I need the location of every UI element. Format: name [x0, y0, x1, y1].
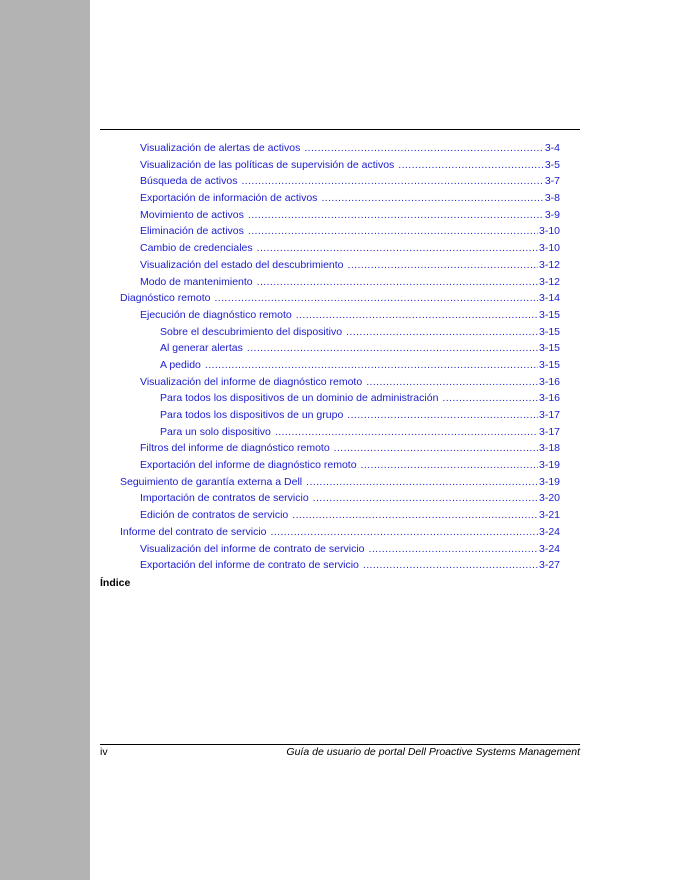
- toc-entry-page[interactable]: 3-15: [538, 342, 560, 355]
- toc-entry[interactable]: [100, 207, 560, 224]
- toc-entry-page[interactable]: 3-19: [538, 475, 560, 488]
- toc-entry[interactable]: [100, 340, 560, 357]
- toc-dot-leader: [363, 557, 538, 574]
- toc-entry-label[interactable]: Visualización del informe de contrato de servicio: [140, 542, 365, 555]
- toc-entry-label[interactable]: Cambio de credenciales: [140, 242, 253, 255]
- toc-entry[interactable]: [100, 223, 560, 240]
- toc-dot-leader: [214, 290, 538, 307]
- toc-entry[interactable]: [100, 390, 560, 407]
- toc-dot-leader: [248, 207, 544, 224]
- toc-entry[interactable]: [100, 457, 560, 474]
- toc-entry-page[interactable]: 3-19: [538, 459, 560, 472]
- toc-dot-leader: [257, 240, 538, 257]
- toc-entry-label[interactable]: Sobre el descubrimiento del dispositivo: [160, 325, 343, 338]
- toc-entry-label[interactable]: Modo de mantenimiento: [140, 275, 253, 288]
- toc-dot-leader: [398, 157, 544, 174]
- page-side-band: [0, 0, 90, 880]
- header-rule: [100, 129, 580, 130]
- toc-entry[interactable]: [100, 324, 560, 341]
- toc-entry[interactable]: [100, 157, 560, 174]
- toc-entry[interactable]: [100, 290, 560, 307]
- toc-dot-leader: [292, 507, 538, 524]
- toc-entry-page[interactable]: 3-12: [538, 275, 560, 288]
- toc-entry-page[interactable]: 3-17: [538, 409, 560, 421]
- toc-entry-label[interactable]: Para todos los dispositivos de un dominio de administración: [160, 392, 439, 405]
- toc-dot-leader: [205, 357, 538, 374]
- table-of-contents: [100, 140, 560, 592]
- toc-entry-page[interactable]: 3-16: [538, 392, 560, 405]
- toc-section-heading: Índice: [100, 576, 131, 589]
- toc-entry[interactable]: [100, 240, 560, 257]
- toc-entry-label[interactable]: Exportación del informe de contrato de servicio: [140, 559, 359, 572]
- toc-entry-label[interactable]: Visualización del informe de diagnóstico remoto: [140, 375, 363, 388]
- toc-entry[interactable]: [100, 474, 560, 491]
- toc-dot-leader: [248, 223, 538, 240]
- toc-dot-leader: [306, 474, 538, 491]
- toc-dot-leader: [347, 407, 538, 424]
- toc-entry-label[interactable]: Búsqueda de activos: [140, 175, 238, 188]
- toc-entry-page[interactable]: 3-8: [544, 192, 560, 205]
- toc-entry[interactable]: [100, 173, 560, 190]
- toc-entry-label[interactable]: Informe del contrato de servicio: [120, 525, 267, 538]
- toc-entry-page[interactable]: 3-9: [544, 208, 560, 221]
- toc-dot-leader: [361, 457, 538, 474]
- toc-dot-leader: [296, 307, 538, 324]
- toc-entry-label[interactable]: Para un solo dispositivo: [160, 425, 271, 438]
- toc-entry-page[interactable]: 3-18: [538, 442, 560, 455]
- toc-entry[interactable]: [100, 507, 560, 524]
- toc-entry[interactable]: [100, 541, 560, 558]
- toc-entry-label[interactable]: Visualización del estado del descubrimiento: [140, 258, 344, 271]
- toc-entry-label[interactable]: Al generar alertas: [160, 342, 243, 355]
- toc-dot-leader: [257, 274, 538, 291]
- toc-dot-leader: [271, 524, 538, 541]
- toc-dot-leader: [366, 374, 538, 391]
- toc-entries: [100, 140, 560, 574]
- toc-entry[interactable]: [100, 374, 560, 391]
- toc-entry-page[interactable]: 3-15: [538, 325, 560, 338]
- toc-entry-label[interactable]: Edición de contratos de servicio: [140, 509, 289, 522]
- toc-entry-page[interactable]: 3-10: [538, 225, 560, 238]
- toc-entry-label[interactable]: Diagnóstico remoto: [120, 292, 211, 305]
- toc-entry-page[interactable]: 3-10: [538, 242, 560, 255]
- toc-entry[interactable]: [100, 190, 560, 207]
- toc-entry-page[interactable]: 3-24: [538, 542, 560, 555]
- toc-entry-label[interactable]: Para todos los dispositivos de un grupo: [160, 409, 344, 421]
- toc-entry-label[interactable]: Exportación del informe de diagnóstico remoto: [140, 459, 357, 472]
- toc-entry-page[interactable]: 3-27: [538, 559, 560, 572]
- toc-entry[interactable]: [100, 257, 560, 274]
- toc-entry-label[interactable]: Visualización de alertas de activos: [140, 142, 301, 154]
- toc-entry-page[interactable]: 3-14: [538, 292, 560, 305]
- toc-dot-leader: [275, 424, 538, 441]
- toc-entry-page[interactable]: 3-17: [538, 425, 560, 438]
- toc-dot-leader: [321, 190, 543, 207]
- toc-entry-page[interactable]: 3-24: [538, 525, 560, 538]
- toc-dot-leader: [304, 140, 543, 157]
- toc-entry-page[interactable]: 3-15: [538, 358, 560, 371]
- toc-dot-leader: [247, 340, 538, 357]
- toc-entry-page[interactable]: 3-5: [544, 158, 560, 171]
- toc-entry-page[interactable]: 3-20: [538, 492, 560, 505]
- toc-entry[interactable]: [100, 524, 560, 541]
- toc-entry-label[interactable]: Visualización de las políticas de supervisión de activos: [140, 158, 395, 171]
- toc-dot-leader: [346, 324, 538, 341]
- toc-entry[interactable]: [100, 557, 560, 574]
- footer-document-title: Guía de usuario de portal Dell Proactive Systems Management: [286, 746, 580, 758]
- toc-entry[interactable]: [100, 307, 560, 324]
- toc-dot-leader: [348, 257, 538, 274]
- toc-entry-label[interactable]: Exportación de información de activos: [140, 192, 318, 205]
- toc-entry[interactable]: [100, 274, 560, 291]
- toc-entry[interactable]: [100, 490, 560, 507]
- toc-entry[interactable]: [100, 407, 560, 424]
- toc-entry-page[interactable]: 3-4: [544, 142, 560, 154]
- toc-entry-page[interactable]: 3-12: [538, 258, 560, 271]
- toc-entry-label[interactable]: Seguimiento de garantía externa a Dell: [120, 475, 303, 488]
- toc-entry-page[interactable]: 3-7: [544, 175, 560, 188]
- toc-entry[interactable]: [100, 424, 560, 441]
- toc-dot-leader: [313, 490, 538, 507]
- toc-dot-leader: [334, 440, 538, 457]
- toc-entry[interactable]: [100, 440, 560, 457]
- toc-dot-leader: [241, 173, 543, 190]
- toc-dot-leader: [369, 541, 538, 558]
- toc-entry-label[interactable]: Ejecución de diagnóstico remoto: [140, 308, 292, 321]
- toc-entry-page[interactable]: 3-15: [538, 308, 560, 321]
- toc-entry-label[interactable]: Importación de contratos de servicio: [140, 492, 309, 505]
- toc-dot-leader: [442, 390, 538, 407]
- toc-entry-label[interactable]: Filtros del informe de diagnóstico remoto: [140, 442, 330, 455]
- toc-entry-label[interactable]: A pedido: [160, 358, 201, 371]
- toc-entry-page[interactable]: 3-16: [538, 375, 560, 388]
- page-footer: [100, 745, 580, 759]
- toc-entry-page[interactable]: 3-21: [538, 509, 560, 522]
- toc-entry[interactable]: [100, 357, 560, 374]
- footer-page-number: iv: [100, 746, 108, 758]
- toc-entry-label[interactable]: Movimiento de activos: [140, 208, 244, 221]
- toc-entry-label[interactable]: Eliminación de activos: [140, 225, 244, 238]
- toc-entry[interactable]: [100, 140, 560, 157]
